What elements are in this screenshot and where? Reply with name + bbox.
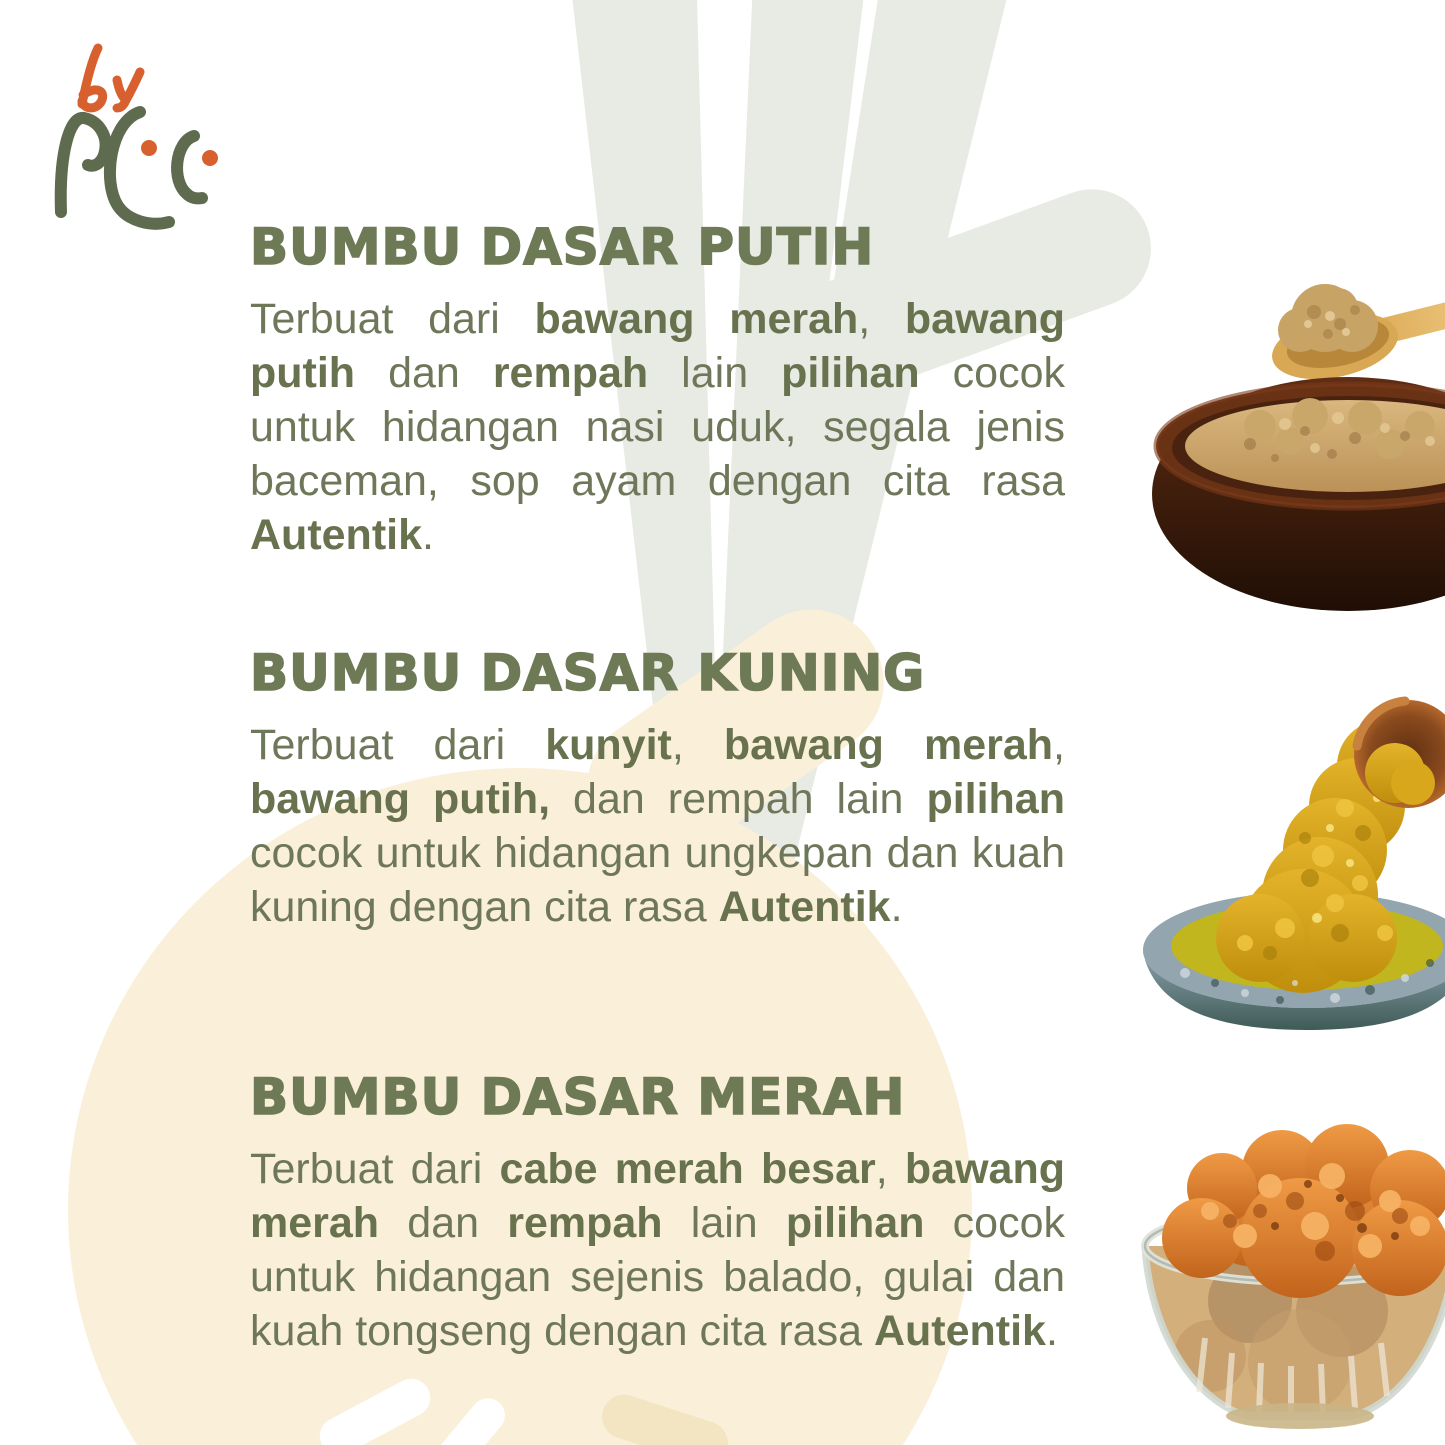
red-spice-paste-glass-bowl-photo [1100,1106,1445,1445]
section-body-kuning: Terbuat dari kunyit, bawang merah, bawang putih, dan rempah lain pilihan cocok untuk hidangan ungkepan dan kuah kuning dengan cita rasa Autentik. [250,721,1065,931]
section-bumbu-dasar-merah [250,1068,1065,1358]
section-body-putih: Terbuat dari bawang merah, bawang putih dan rempah lain pilihan cocok untuk hidangan nasi uduk, segala jenis baceman, sop ayam dengan cita rasa Autentik. [250,295,1065,559]
section-heading-merah: BUMBU DASAR MERAH [250,1068,906,1126]
paste-scoop [1278,284,1378,352]
ncc-monogram-icon [52,100,242,250]
section-body-merah: Terbuat dari cabe merah besar, bawang merah dan rempah lain pilihan cocok untuk hidangan sejenis balado, gulai dan kuah tongseng dengan cita rasa Autentik. [250,1145,1065,1355]
section-bumbu-dasar-putih [250,218,1065,562]
brand-logo [52,42,272,232]
section-heading-putih: BUMBU DASAR PUTIH [250,218,875,276]
red-paste-heap [1162,1124,1445,1298]
white-spice-paste-wooden-bowl-photo [1100,266,1445,611]
section-bumbu-dasar-kuning [250,644,1065,934]
section-heading-kuning: BUMBU DASAR KUNING [250,644,926,702]
yellow-spice-paste-ceramic-dish-photo [1095,688,1445,1030]
